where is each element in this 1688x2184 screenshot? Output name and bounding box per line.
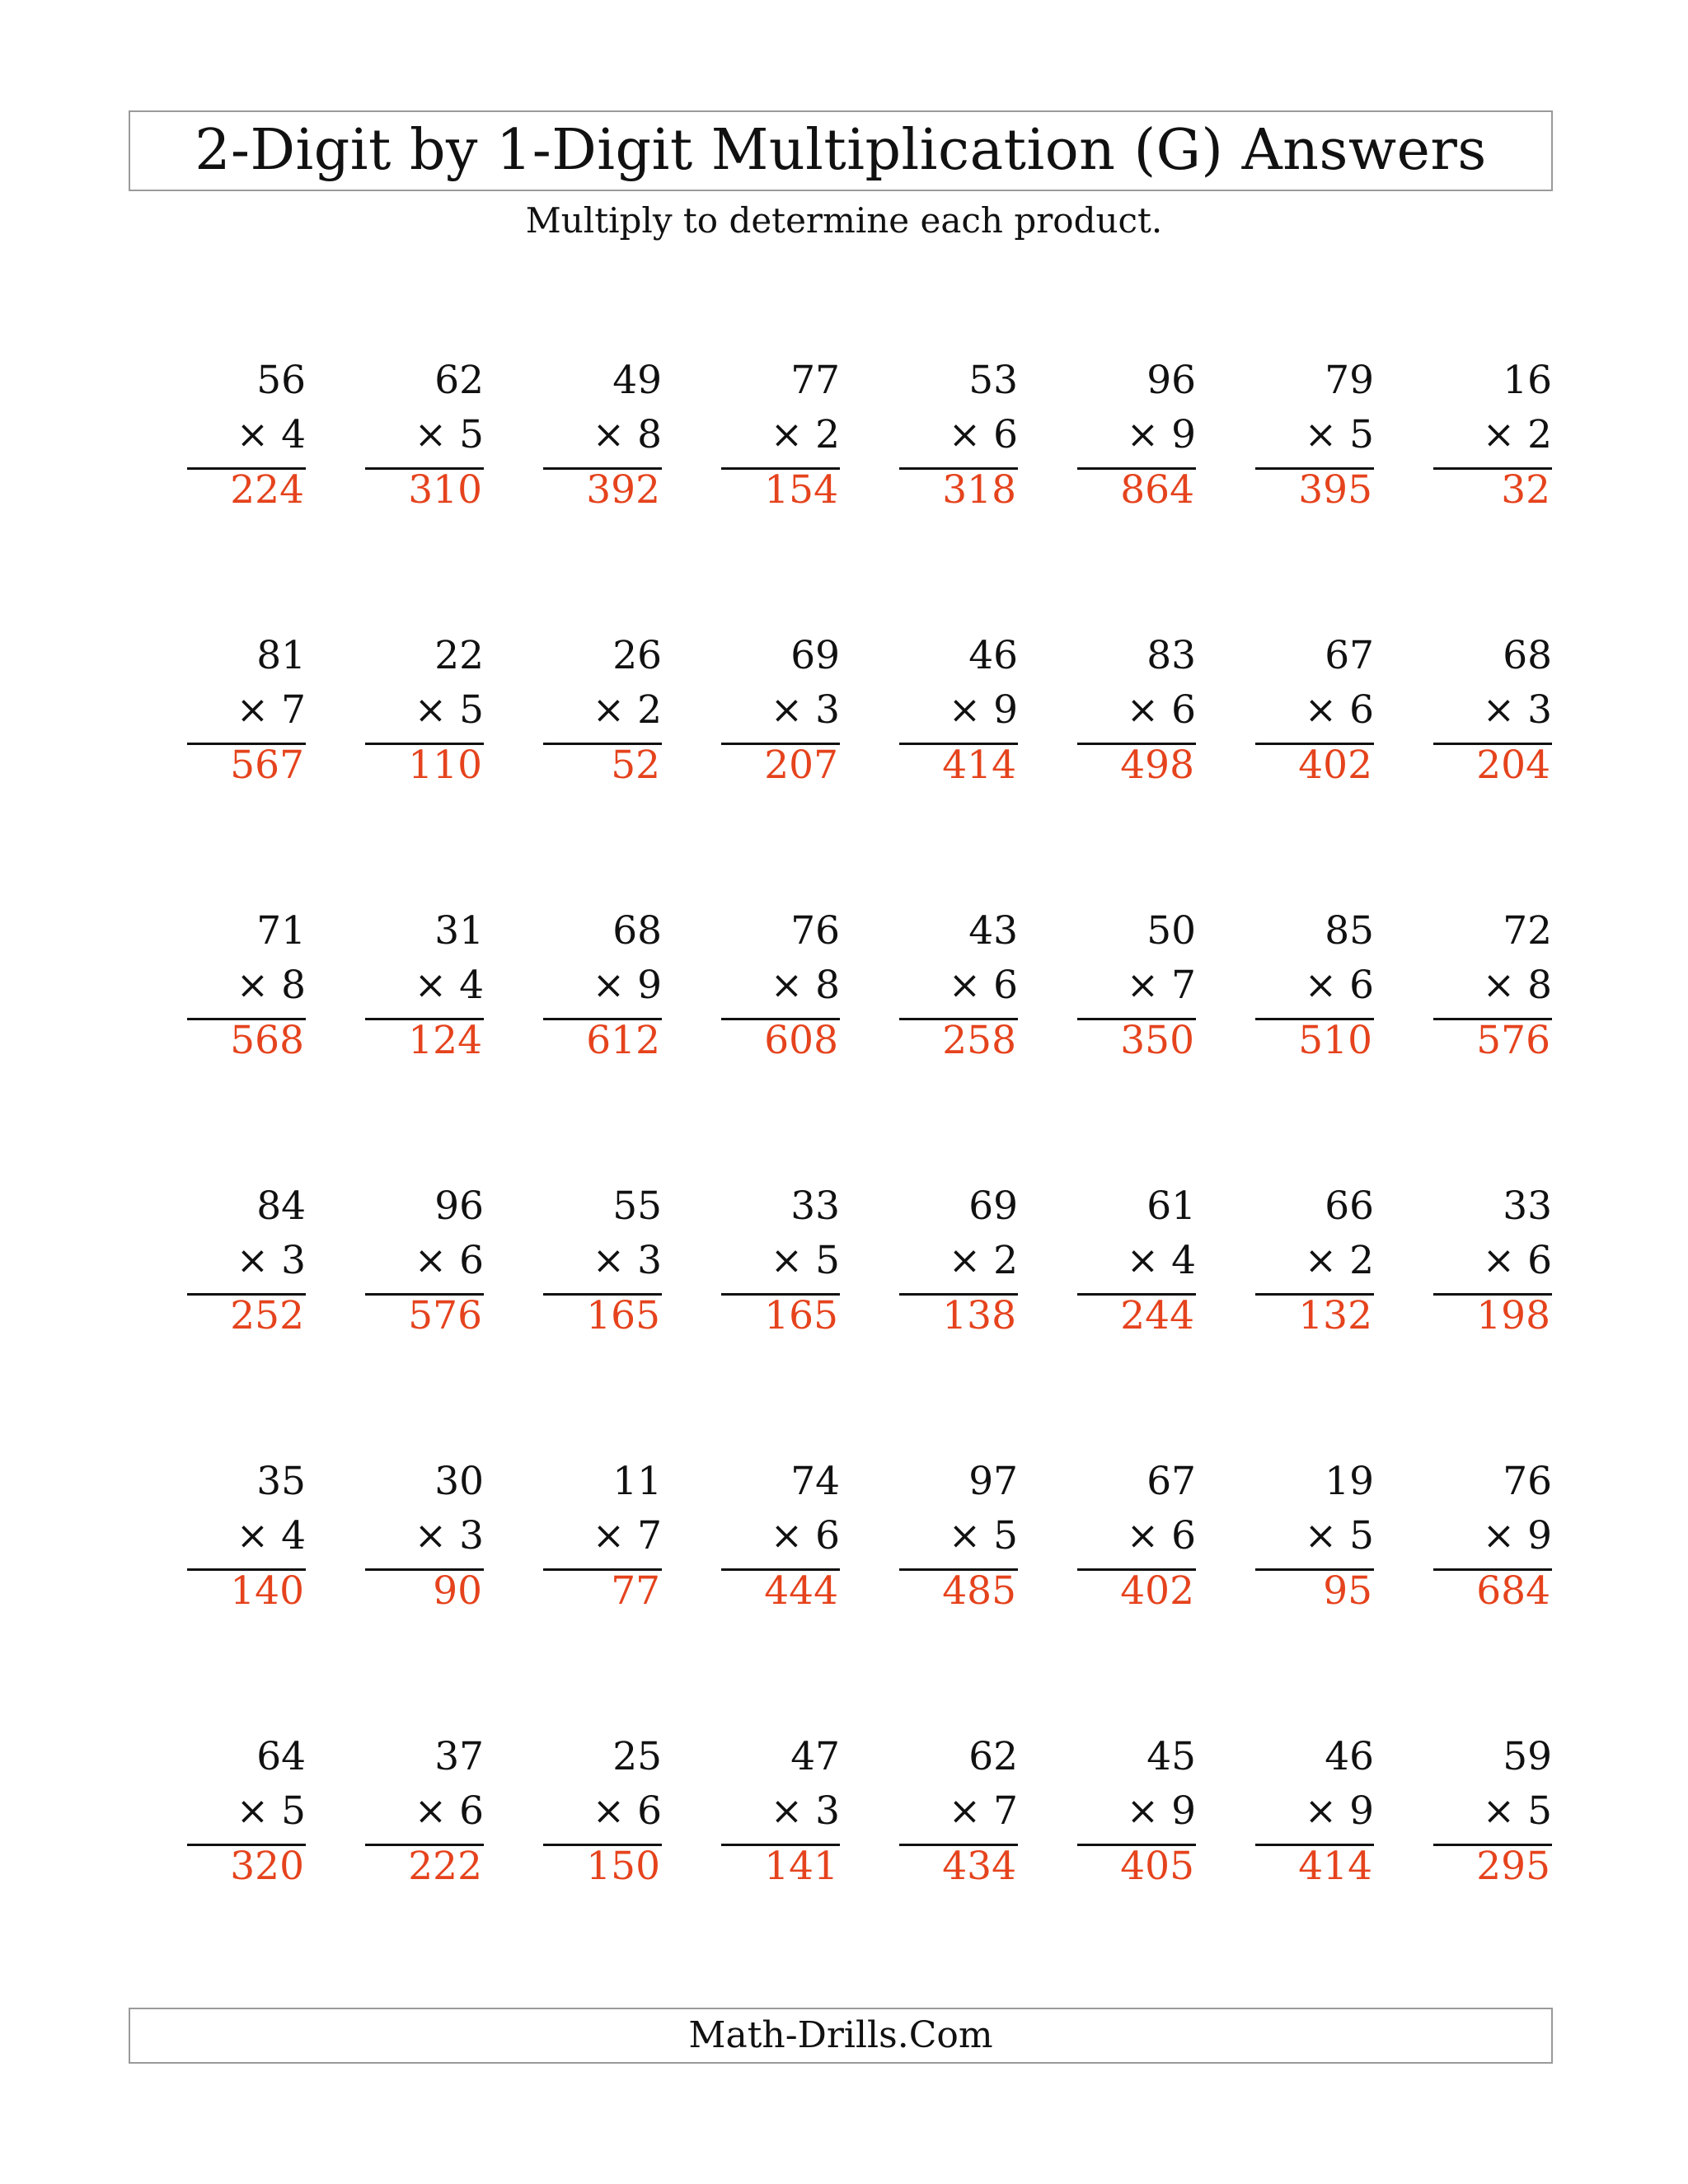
problem xyxy=(1255,1457,1374,1622)
problem xyxy=(543,1182,662,1347)
answer: 222 xyxy=(408,1844,482,1889)
multiplier: × 8 xyxy=(592,412,662,457)
multiplicand: 97 xyxy=(968,1459,1018,1504)
problem xyxy=(365,1182,484,1347)
multiplicand: 96 xyxy=(1146,358,1196,403)
multiplicand: 69 xyxy=(968,1183,1018,1229)
answer: 608 xyxy=(764,1018,838,1063)
answer: 864 xyxy=(1120,467,1194,513)
answer: 198 xyxy=(1476,1293,1550,1338)
answer: 138 xyxy=(942,1293,1016,1338)
multiplicand: 55 xyxy=(612,1183,662,1229)
problem xyxy=(1255,1182,1374,1347)
problem xyxy=(1433,356,1552,521)
multiplicand: 69 xyxy=(790,633,840,678)
multiplicand: 33 xyxy=(1503,1183,1552,1229)
problem xyxy=(721,907,840,1071)
multiplier: × 4 xyxy=(1126,1238,1196,1283)
answer: 77 xyxy=(611,1568,660,1614)
instructions: Multiply to determine each product. xyxy=(525,200,1163,241)
multiplicand: 74 xyxy=(790,1459,840,1504)
answer: 124 xyxy=(408,1018,482,1063)
problem xyxy=(543,907,662,1071)
multiplicand: 67 xyxy=(1325,633,1374,678)
problem xyxy=(187,631,306,796)
problem xyxy=(543,356,662,521)
multiplicand: 68 xyxy=(1503,633,1552,678)
multiplicand: 85 xyxy=(1325,908,1374,954)
problem xyxy=(187,356,306,521)
multiplier: × 9 xyxy=(1482,1513,1552,1558)
multiplier: × 7 xyxy=(948,1788,1018,1834)
answer: 576 xyxy=(408,1293,482,1338)
problem xyxy=(1077,907,1196,1071)
problem xyxy=(1255,907,1374,1071)
multiplicand: 35 xyxy=(256,1459,306,1504)
multiplicand: 25 xyxy=(612,1734,662,1779)
page-title: 2-Digit by 1-Digit Multiplication (G) Answers xyxy=(195,118,1487,183)
multiplicand: 22 xyxy=(434,633,484,678)
multiplier: × 5 xyxy=(1482,1788,1552,1834)
problem xyxy=(365,356,484,521)
multiplicand: 64 xyxy=(256,1734,306,1779)
answer: 414 xyxy=(942,743,1016,788)
problem xyxy=(1255,356,1374,521)
multiplier: × 6 xyxy=(414,1238,484,1283)
answer: 244 xyxy=(1120,1293,1194,1338)
multiplier: × 6 xyxy=(1304,687,1374,733)
multiplier: × 3 xyxy=(592,1238,662,1283)
answer: 402 xyxy=(1298,743,1372,788)
problem xyxy=(1077,356,1196,521)
multiplier: × 2 xyxy=(592,687,662,733)
answer: 32 xyxy=(1501,467,1550,513)
footer-box xyxy=(129,2008,1553,2064)
multiplicand: 61 xyxy=(1146,1183,1196,1229)
answer: 204 xyxy=(1476,743,1550,788)
multiplicand: 76 xyxy=(1503,1459,1552,1504)
multiplier: × 6 xyxy=(414,1788,484,1834)
problem xyxy=(1433,1457,1552,1622)
answer: 320 xyxy=(230,1844,304,1889)
answer: 141 xyxy=(764,1844,838,1889)
answer: 444 xyxy=(764,1568,838,1614)
answer: 392 xyxy=(586,467,660,513)
multiplier: × 3 xyxy=(770,1788,840,1834)
answer: 485 xyxy=(942,1568,1016,1614)
problem xyxy=(187,1182,306,1347)
multiplier: × 9 xyxy=(592,963,662,1008)
problem xyxy=(1077,1182,1196,1347)
multiplier: × 6 xyxy=(1482,1238,1552,1283)
multiplicand: 50 xyxy=(1146,908,1196,954)
answer: 154 xyxy=(764,467,838,513)
answer: 612 xyxy=(586,1018,660,1063)
answer: 510 xyxy=(1298,1018,1372,1063)
problem xyxy=(1077,1732,1196,1897)
multiplier: × 4 xyxy=(236,1513,306,1558)
answer: 165 xyxy=(764,1293,838,1338)
problem xyxy=(187,907,306,1071)
multiplier: × 6 xyxy=(948,412,1018,457)
multiplicand: 62 xyxy=(968,1734,1018,1779)
problem xyxy=(1433,1182,1552,1347)
multiplicand: 49 xyxy=(612,358,662,403)
answer: 132 xyxy=(1298,1293,1372,1338)
problem xyxy=(899,356,1018,521)
answer: 350 xyxy=(1120,1018,1194,1063)
problem xyxy=(1433,631,1552,796)
answer: 150 xyxy=(586,1844,660,1889)
multiplier: × 8 xyxy=(770,963,840,1008)
problem xyxy=(1255,1732,1374,1897)
problem xyxy=(899,1457,1018,1622)
multiplicand: 46 xyxy=(1325,1734,1374,1779)
multiplier: × 2 xyxy=(770,412,840,457)
multiplier: × 3 xyxy=(414,1513,484,1558)
multiplier: × 6 xyxy=(770,1513,840,1558)
answer: 95 xyxy=(1323,1568,1372,1614)
problem xyxy=(721,1182,840,1347)
answer: 318 xyxy=(942,467,1016,513)
answer: 498 xyxy=(1120,743,1194,788)
problem xyxy=(365,1732,484,1897)
problem xyxy=(899,1732,1018,1897)
multiplicand: 11 xyxy=(612,1459,662,1504)
multiplicand: 79 xyxy=(1325,358,1374,403)
problem xyxy=(365,907,484,1071)
multiplier: × 7 xyxy=(236,687,306,733)
problem xyxy=(899,907,1018,1071)
problem xyxy=(365,631,484,796)
problem xyxy=(721,631,840,796)
multiplier: × 2 xyxy=(948,1238,1018,1283)
multiplier: × 5 xyxy=(1304,412,1374,457)
answer: 402 xyxy=(1120,1568,1194,1614)
answer: 110 xyxy=(408,743,482,788)
multiplier: × 9 xyxy=(1126,412,1196,457)
multiplicand: 31 xyxy=(434,908,484,954)
answer: 576 xyxy=(1476,1018,1550,1063)
multiplicand: 19 xyxy=(1325,1459,1374,1504)
answer: 207 xyxy=(764,743,838,788)
multiplicand: 71 xyxy=(256,908,306,954)
multiplier: × 5 xyxy=(770,1238,840,1283)
multiplier: × 7 xyxy=(1126,963,1196,1008)
multiplier: × 9 xyxy=(1126,1788,1196,1834)
answer: 405 xyxy=(1120,1844,1194,1889)
problem xyxy=(721,1732,840,1897)
answer: 252 xyxy=(230,1293,304,1338)
multiplicand: 77 xyxy=(790,358,840,403)
multiplier: × 3 xyxy=(236,1238,306,1283)
multiplier: × 5 xyxy=(236,1788,306,1834)
multiplicand: 66 xyxy=(1325,1183,1374,1229)
answer: 310 xyxy=(408,467,482,513)
multiplier: × 2 xyxy=(1304,1238,1374,1283)
multiplicand: 68 xyxy=(612,908,662,954)
answer: 568 xyxy=(230,1018,304,1063)
multiplier: × 4 xyxy=(414,963,484,1008)
multiplicand: 33 xyxy=(790,1183,840,1229)
answer: 295 xyxy=(1476,1844,1550,1889)
answer: 165 xyxy=(586,1293,660,1338)
multiplicand: 16 xyxy=(1503,358,1552,403)
answer: 258 xyxy=(942,1018,1016,1063)
multiplier: × 6 xyxy=(1304,963,1374,1008)
problem xyxy=(1077,1457,1196,1622)
multiplicand: 72 xyxy=(1503,908,1552,954)
multiplier: × 3 xyxy=(1482,687,1552,733)
multiplicand: 45 xyxy=(1146,1734,1196,1779)
multiplicand: 84 xyxy=(256,1183,306,1229)
multiplicand: 26 xyxy=(612,633,662,678)
multiplier: × 5 xyxy=(414,412,484,457)
multiplicand: 37 xyxy=(434,1734,484,1779)
multiplier: × 6 xyxy=(592,1788,662,1834)
multiplier: × 2 xyxy=(1482,412,1552,457)
multiplier: × 3 xyxy=(770,687,840,733)
multiplicand: 56 xyxy=(256,358,306,403)
problem xyxy=(543,1457,662,1622)
problem xyxy=(1255,631,1374,796)
answer: 224 xyxy=(230,467,304,513)
problem xyxy=(187,1457,306,1622)
multiplier: × 5 xyxy=(1304,1513,1374,1558)
multiplier: × 9 xyxy=(948,687,1018,733)
answer: 567 xyxy=(230,743,304,788)
multiplier: × 6 xyxy=(948,963,1018,1008)
multiplier: × 6 xyxy=(1126,687,1196,733)
multiplier: × 8 xyxy=(236,963,306,1008)
multiplicand: 96 xyxy=(434,1183,484,1229)
multiplicand: 62 xyxy=(434,358,484,403)
problem xyxy=(899,1182,1018,1347)
problem xyxy=(721,356,840,521)
answer: 434 xyxy=(942,1844,1016,1889)
problem xyxy=(1433,907,1552,1071)
multiplicand: 30 xyxy=(434,1459,484,1504)
multiplicand: 81 xyxy=(256,633,306,678)
problem xyxy=(187,1732,306,1897)
multiplicand: 46 xyxy=(968,633,1018,678)
problem xyxy=(721,1457,840,1622)
multiplicand: 47 xyxy=(790,1734,840,1779)
multiplicand: 53 xyxy=(968,358,1018,403)
multiplicand: 59 xyxy=(1503,1734,1552,1779)
answer: 52 xyxy=(611,743,660,788)
answer: 684 xyxy=(1476,1568,1550,1614)
multiplier: × 6 xyxy=(1126,1513,1196,1558)
problem xyxy=(365,1457,484,1622)
problem xyxy=(543,631,662,796)
footer-site: Math-Drills.Com xyxy=(688,2014,993,2056)
multiplicand: 76 xyxy=(790,908,840,954)
problem xyxy=(1077,631,1196,796)
answer: 395 xyxy=(1298,467,1372,513)
multiplicand: 83 xyxy=(1146,633,1196,678)
multiplier: × 7 xyxy=(592,1513,662,1558)
problem xyxy=(543,1732,662,1897)
problem xyxy=(1433,1732,1552,1897)
multiplier: × 8 xyxy=(1482,963,1552,1008)
multiplicand: 67 xyxy=(1146,1459,1196,1504)
multiplicand: 43 xyxy=(968,908,1018,954)
multiplier: × 4 xyxy=(236,412,306,457)
answer: 414 xyxy=(1298,1844,1372,1889)
multiplier: × 9 xyxy=(1304,1788,1374,1834)
multiplier: × 5 xyxy=(948,1513,1018,1558)
answer: 90 xyxy=(433,1568,482,1614)
answer: 140 xyxy=(230,1568,304,1614)
problem xyxy=(899,631,1018,796)
multiplier: × 5 xyxy=(414,687,484,733)
